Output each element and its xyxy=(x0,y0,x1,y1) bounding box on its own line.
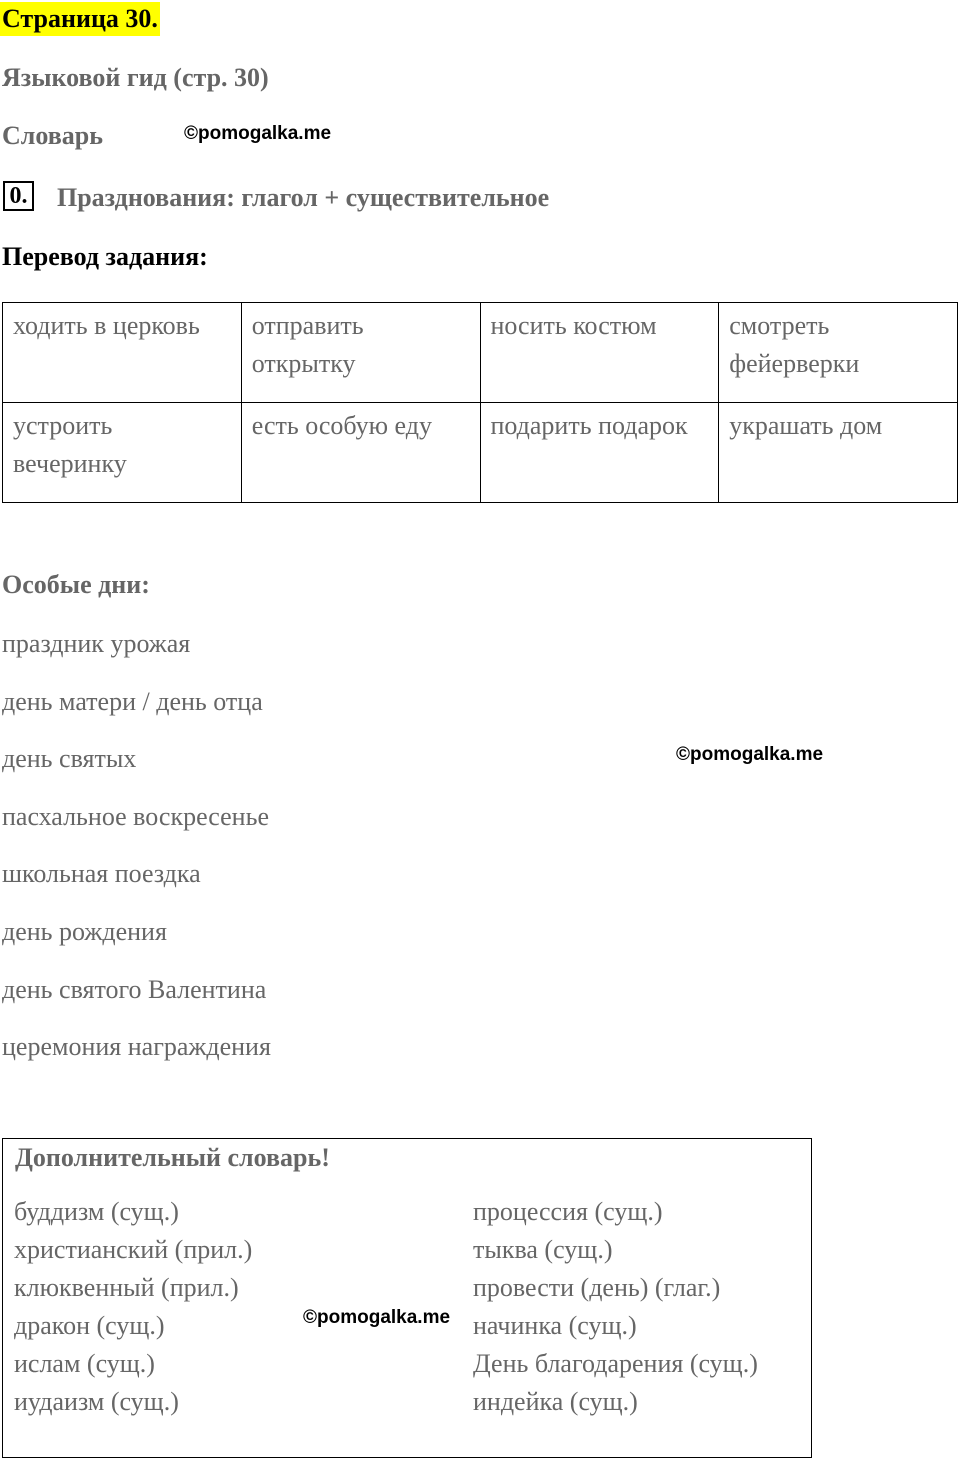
list-item: день святых xyxy=(2,744,137,773)
watermark: ©pomogalka.me xyxy=(184,123,332,144)
list-item: церемония награждения xyxy=(2,1032,271,1061)
table-row xyxy=(3,403,958,503)
list-item: дракон (сущ.) xyxy=(14,1311,165,1340)
table-cell: смотреть фейерверки xyxy=(719,303,958,403)
watermark: ©pomogalka.me xyxy=(676,744,824,765)
extra-dictionary-right-column xyxy=(473,1193,758,1421)
translation-table xyxy=(2,302,958,503)
table-cell: устроить вечеринку xyxy=(3,403,242,503)
list-item: провести (день) (глаг.) xyxy=(473,1273,721,1302)
guide-title: Языковой гид (стр. 30) xyxy=(2,63,269,92)
list-item: день святого Валентина xyxy=(2,975,267,1004)
table-cell: подарить подарок xyxy=(480,403,719,503)
table-cell: украшать дом xyxy=(719,403,958,503)
table-cell: ходить в церковь xyxy=(3,303,242,403)
list-item: школьная поездка xyxy=(2,859,201,888)
special-days-heading: Особые дни: xyxy=(2,570,150,599)
list-item: пасхальное воскресенье xyxy=(2,802,269,831)
list-item: иудаизм (сущ.) xyxy=(14,1387,179,1416)
page-title: Страница 30. xyxy=(0,2,160,36)
extra-dictionary-left-column xyxy=(14,1193,252,1421)
list-item: день матери / день отца xyxy=(2,687,263,716)
list-item: начинка (сущ.) xyxy=(473,1311,637,1340)
task-title: Празднования: глагол + существительное xyxy=(57,183,550,212)
table-row xyxy=(3,303,958,403)
dictionary-title: Словарь xyxy=(2,121,103,150)
list-item: тыква (сущ.) xyxy=(473,1235,613,1264)
list-item: буддизм (сущ.) xyxy=(14,1197,179,1226)
translation-heading: Перевод задания: xyxy=(2,242,208,271)
list-item: день рождения xyxy=(2,917,167,946)
list-item: праздник урожая xyxy=(2,629,191,658)
list-item: процессия (сущ.) xyxy=(473,1197,663,1226)
extra-dictionary-box xyxy=(2,1138,812,1458)
extra-dictionary-title: Дополнительный словарь! xyxy=(15,1143,330,1172)
table-cell: носить костюм xyxy=(480,303,719,403)
list-item: индейка (сущ.) xyxy=(473,1387,638,1416)
watermark: ©pomogalka.me xyxy=(303,1307,451,1328)
list-item: христианский (прил.) xyxy=(14,1235,253,1264)
list-item: клюквенный (прил.) xyxy=(14,1273,239,1302)
table-cell: есть особую еду xyxy=(241,403,480,503)
task-number: 0. xyxy=(3,181,34,211)
table-cell: отправить открытку xyxy=(241,303,480,403)
list-item: День благодарения (сущ.) xyxy=(473,1349,758,1378)
list-item: ислам (сущ.) xyxy=(14,1349,155,1378)
